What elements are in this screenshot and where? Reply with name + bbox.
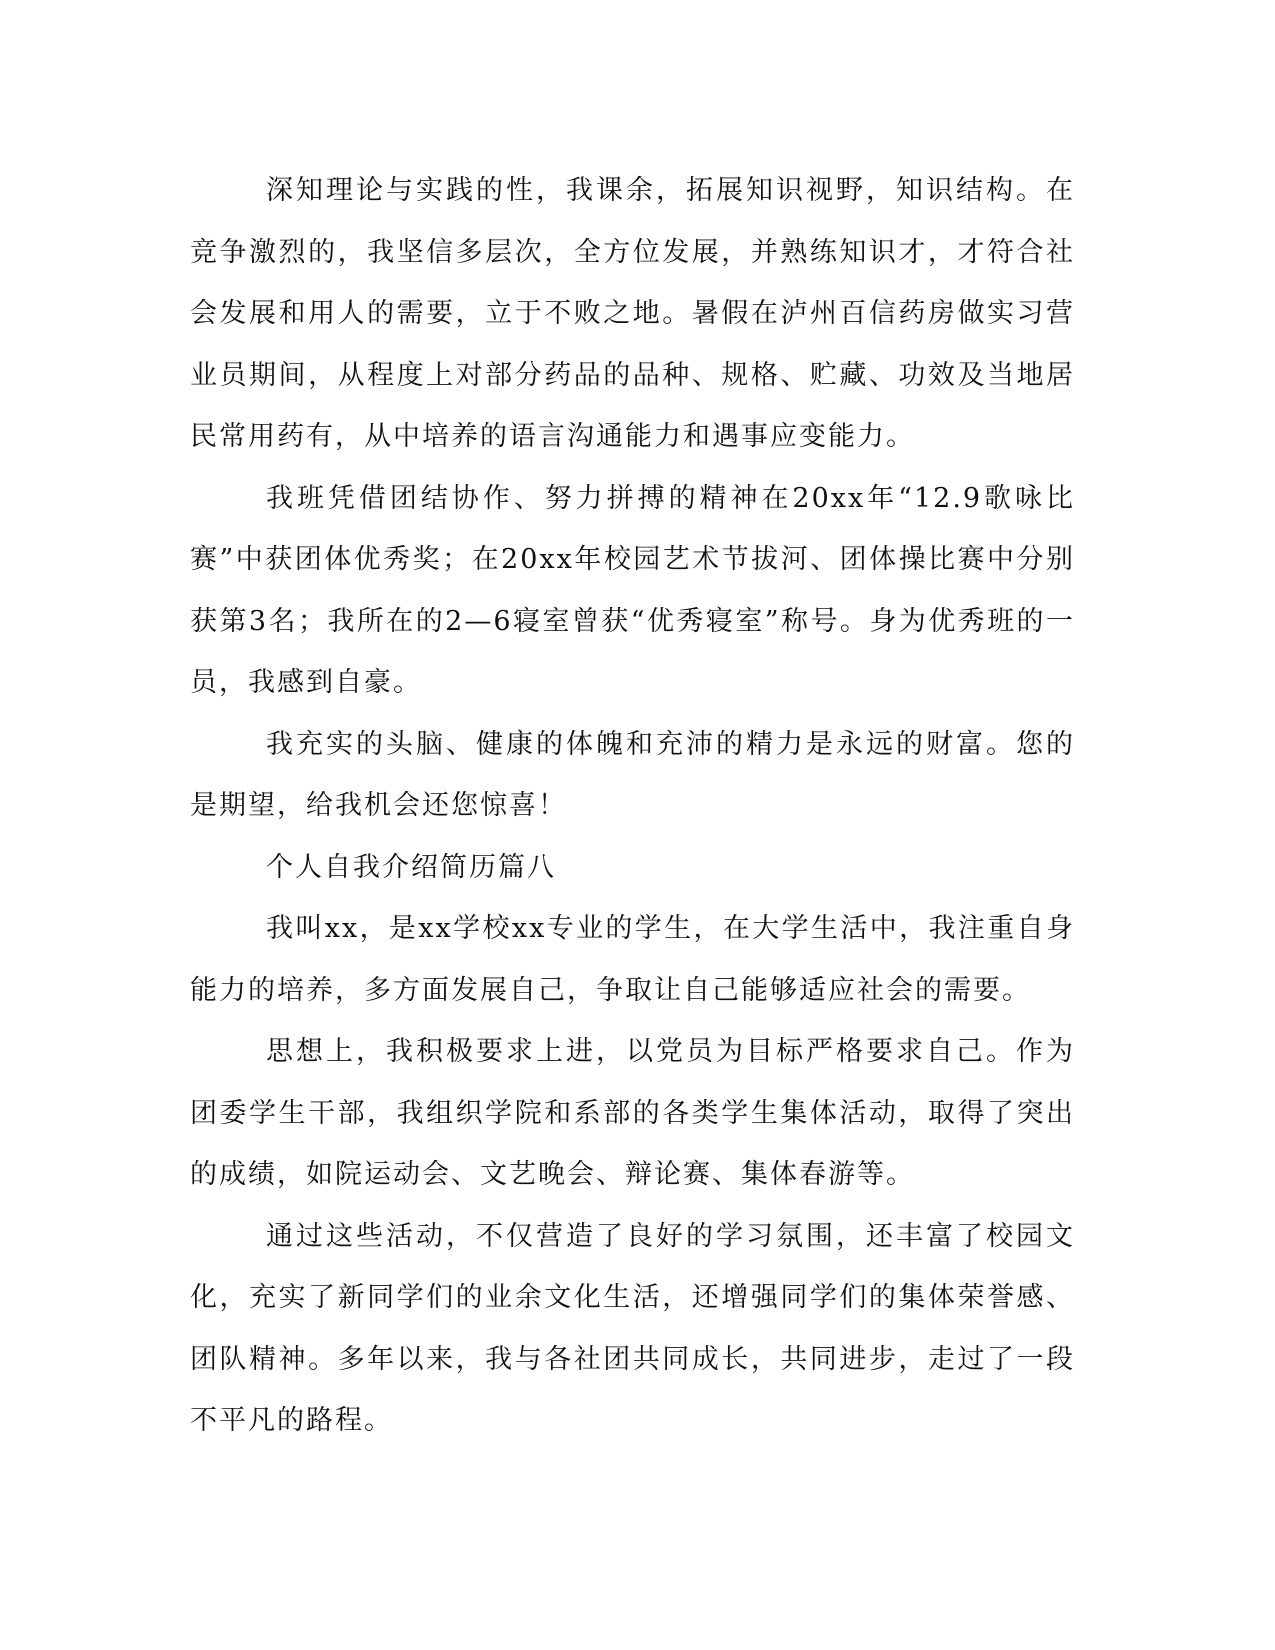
paragraph-practice: 深知理论与实践的性，我课余，拓展知识视野，知识结构。在竞争激烈的，我坚信多层次，全方位发展，并熟练知识才，才符合社会发展和用人的需要，立于不败之地。暑假在泸州百信药房做实习营业员期间，从程度上对部分药品的品种、规格、贮藏、功效及当地居民常用药有，从中培养的语言沟通能力和遇事应变能力。: [190, 175, 1075, 452]
paragraph-closing: 我充实的头脑、健康的体魄和充沛的精力是永远的财富。您的是期望，给我机会还您惊喜！: [190, 728, 1075, 821]
paragraph-class-awards: 我班凭借团结协作、努力拼搏的精神在20xx年“12.9歌咏比赛”中获团体优秀奖；在20xx年校园艺术节拔河、团体操比赛中分别获第3名；我所在的2—6寝室曾获“优秀寝室”称号。身为优秀班的一员，我感到自豪。: [190, 482, 1075, 698]
paragraph-thought: 思想上，我积极要求上进，以党员为目标严格要求自己。作为团委学生干部，我组织学院和系部的各类学生集体活动，取得了突出的成绩，如院运动会、文艺晚会、辩论赛、集体春游等。: [190, 1036, 1075, 1190]
paragraph-intro: 我叫xx，是xx学校xx专业的学生，在大学生活中，我注重自身能力的培养，多方面发展自己，争取让自己能够适应社会的需要。: [190, 913, 1075, 1006]
section-heading: 个人自我介绍简历篇八: [266, 851, 556, 883]
document-body: [190, 160, 1075, 1452]
paragraph-activities: 通过这些活动，不仅营造了良好的学习氛围，还丰富了校园文化，充实了新同学们的业余文化生活，还增强同学们的集体荣誉感、团队精神。多年以来，我与各社团共同成长，共同进步，走过了一段不平凡的路程。: [190, 1220, 1075, 1436]
